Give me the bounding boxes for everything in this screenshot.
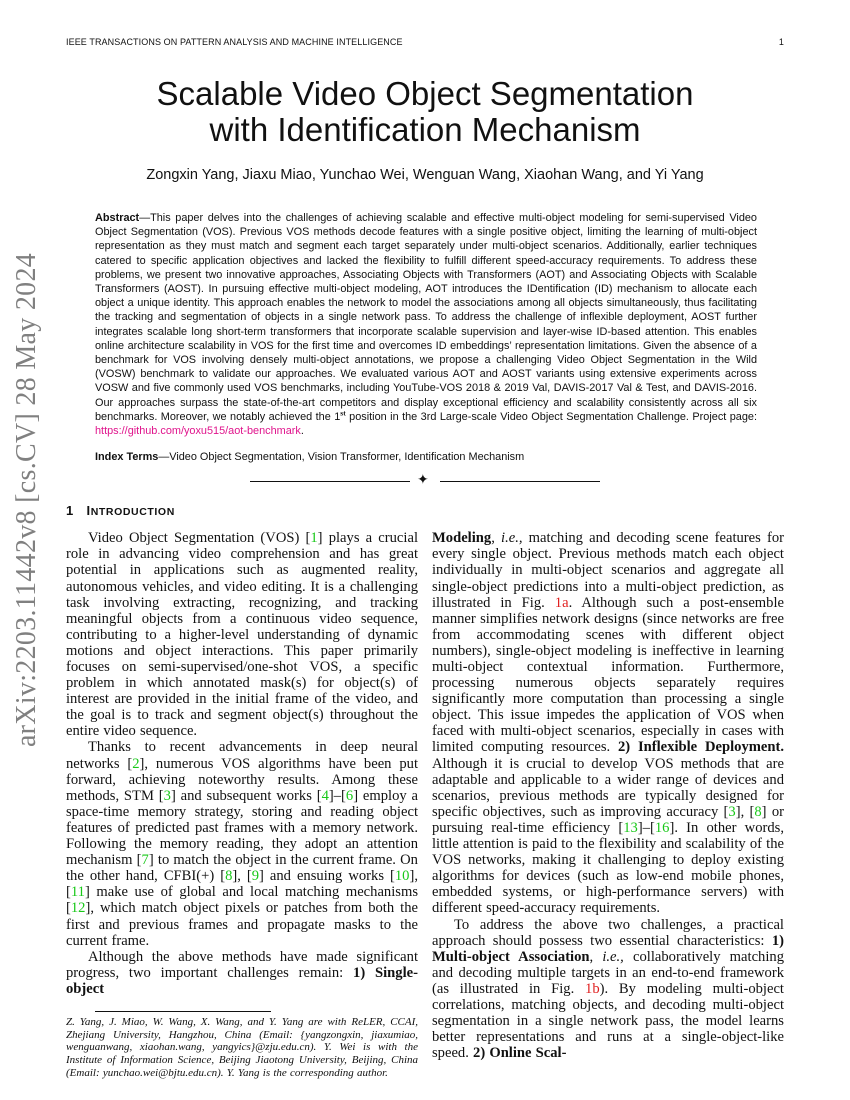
citation-link[interactable]: 8: [225, 868, 233, 885]
text-run: Thanks to recent advancements in deep neural networks [: [66, 739, 418, 772]
paragraph: [66, 739, 418, 948]
citation-link[interactable]: 7: [141, 852, 149, 869]
project-url-link[interactable]: https://github.com/yoxu515/aot-benchmark: [95, 425, 301, 438]
paragraph: [66, 949, 418, 997]
divider-line-right: [440, 481, 600, 482]
divider-line-left: [250, 481, 410, 482]
diamond-icon: ✦: [417, 472, 429, 489]
text-run: collaboratively matching and decoding multiple targets in an end-to-end framework (as illustrated in Fig.: [432, 948, 784, 997]
bold-text: 2) Inflexible Deployment.: [617, 739, 785, 756]
title-line-2: with Identification Mechanism: [209, 111, 641, 148]
paper-title: [0, 76, 850, 148]
section-title-rest: NTRODUCTION: [90, 506, 175, 519]
citation-link[interactable]: 11: [70, 884, 85, 901]
italic-text: i.e.,: [602, 948, 624, 965]
bold-text: Index Terms: [95, 451, 159, 464]
text-run: ], [: [232, 868, 252, 885]
text-run: ]. In other words, little attention is paid to the flexibility and scalability of the VOS networks, making it challenging to deploy existing algorithms for devices (such as low-end mobile phones, embedded systems, or high-performance servers) with different speed-accuracy requirements.: [432, 819, 785, 917]
text-run: ] employ a space-time memory strategy, storing and reading object features of predicted past frames with a memory network. Following the memory reading, they adopt an attention mechanism [: [66, 787, 418, 869]
journal-name: IEEE TRANSACTIONS ON PATTERN ANALYSIS AND MACHINE INTELLIGENCE: [66, 37, 403, 47]
text-run: ], which match object pixels or patches from both the first and previous frames and propagate masks to the current frame.: [66, 900, 418, 949]
text-run: ] and ensuing works [: [259, 868, 395, 885]
text-run: ,: [491, 530, 502, 547]
citation-link[interactable]: 12: [70, 900, 86, 917]
right-column: [432, 530, 784, 1079]
text-run: Although the above methods have made significant progress, two important challenges remain:: [66, 948, 418, 981]
footnote: Z. Yang, J. Miao, W. Wang, X. Wang, and Y. Yang are with ReLER, CCAI, Zhejiang University, Hangzhou, China (Email: {yangzongxin, jiaxumiao, wenguanwang, xiaohan.wang, yangyics}@zju.edu.cn). Y. Wei is with the Institute of Information Science, Beijing Jiaotong University, Beijing, China (Email: yunchao.wei@bjtu.edu.cn). Y. Yang is the corresponding author.: [66, 1015, 418, 1079]
paragraph: [432, 530, 784, 916]
section-title-initial: I: [86, 503, 91, 519]
figure-reference-link[interactable]: 1b: [585, 980, 600, 997]
text-run: —Video Object Segmentation, Vision Transformer, Identification Mechanism: [158, 451, 525, 464]
bold-text: Abstract: [95, 212, 140, 224]
text-run: ], numerous VOS algorithms have been put forward, achieving noteworthy results. Among these methods, STM [: [66, 755, 418, 804]
text-run: . Although such a post-ensemble manner simplifies network designs (since networks are free from accommodating scenes with different object numbers), single-object modeling is ineffective in learning multi-object contextual information. Furthermore, processing numerous objects separately requires significantly more computation than processing a single object. This issue impedes the application of VOS when faced with multi-object scenarios, especially in cases with limited computing resources.: [432, 594, 784, 756]
citation-link[interactable]: 3: [728, 803, 736, 820]
bold-text: 2) Online Scal-: [473, 1045, 567, 1062]
bold-text: Modeling: [432, 530, 492, 547]
superscript: st: [340, 408, 346, 418]
text-run: ]–[: [328, 787, 346, 804]
bold-text: 1) Single-object: [66, 964, 418, 997]
bold-text: 1) Multi-object Association: [432, 932, 784, 965]
footnote-rule: [95, 1011, 271, 1012]
citation-link[interactable]: 2: [132, 755, 140, 772]
text-run: .: [300, 425, 304, 438]
citation-link[interactable]: 10: [394, 868, 410, 885]
section-divider: [250, 474, 600, 488]
page-number: 1: [778, 37, 784, 47]
text-run: ] plays a crucial role in advancing video comprehension and has great potential in applications such as augmented reality, autonomous vehicles, and video editing. It is a challenging task involving extracting, recognizing, and tracking meaningful objects from a continuous video sequence, contributing to a higher-level understanding of dynamic motions and object interactions. This paper primarily focuses on semi-supervised/one-shot VOS, a specific problem in which annotated mask(s) for object(s) of interest are provided in the initial frame of the video, and the goal is to track and segment object(s) throughout the entire video sequence.: [66, 530, 418, 740]
text-run: To address the above two challenges, a practical approach should possess two essential characteristics:: [432, 916, 784, 949]
citation-link[interactable]: 3: [163, 787, 171, 804]
text-run: ], [: [66, 868, 418, 901]
citation-link[interactable]: 6: [345, 787, 354, 804]
text-run: ] or pursuing real-time efficiency [: [432, 803, 784, 836]
citation-link[interactable]: 13: [623, 819, 638, 836]
paragraph: [432, 917, 784, 1062]
section-number: 1: [66, 503, 74, 519]
title-line-1: Scalable Video Object Segmentation: [156, 75, 694, 112]
citation-link[interactable]: 8: [754, 803, 762, 820]
abstract: [95, 211, 757, 438]
text-run: ,: [589, 948, 603, 965]
citation-link[interactable]: 9: [251, 868, 260, 885]
text-run: Video Object Segmentation (VOS) [: [88, 530, 311, 547]
text-run: position in the 3rd Large-scale Video Object Segmentation Challenge. Project page:: [345, 410, 757, 423]
author-list: Zongxin Yang, Jiaxu Miao, Yunchao Wei, Wenguan Wang, Xiaohan Wang, and Yi Yang: [146, 167, 704, 183]
left-column: [66, 530, 418, 1079]
text-run: ]–[: [637, 819, 655, 836]
page-body: [0, 211, 850, 1079]
arxiv-stamp: arXiv:2203.11442v8 [cs.CV] 28 May 2024: [11, 252, 42, 748]
text-run: ], [: [735, 803, 755, 820]
figure-reference-link[interactable]: 1a: [554, 594, 569, 611]
text-run: Although it is crucial to develop VOS methods that are adaptable and applicable to a wider range of devices and scenarios, previous methods are typically designed for specific objectives, such as improving accuracy [: [432, 755, 784, 820]
text-run: —This paper delves into the challenges of achieving scalable and effective multi-object modeling for semi-supervised Video Object Segmentation (VOS). Previous VOS methods decode features with a single positive object, limiting the learning of multi-object representation as they must match and segment each target separately under multi-object scenarios. Additionally, earlier techniques catered to specific application objectives and lacked the flexibility to fulfill different speed-accuracy requirements. To address these problems, we present two innovative approaches, Associating Objects with Transformers (AOT) and Associating Objects with Scalable Transformers (AOST). In pursuing effective multi-object modeling, AOT introduces the IDentification (ID) mechanism to allocate each object a unique identity. This approach enables the network to model the associations among all objects simultaneously, thus facilitating the tracking and segmentation of objects in a single network pass. To address the challenge of inflexible deployment, AOST further integrates scalable long short-term transformers that incorporate scalable supervision and layer-wise ID-based attention. This enables online architecture scalability in VOS for the first time and overcomes ID embeddings’ representation limitations. Given the absence of a benchmark for VOS involving densely multi-object annotations, we propose a challenging Video Object Segmentation in the Wild (VOSW) benchmark to validate our approaches. We evaluated various AOT and AOST variants using extensive experiments across VOSW and five commonly used VOS benchmarks, including YouTube-VOS 2018 & 2019 Val, DAVIS-2017 Val & Test, and DAVIS-2016. Our approaches surpass the state-of-the-art competitors and display exceptional efficiency and scalability consistently across all six benchmarks. Moreover, we notably achieved the 1: [95, 212, 757, 423]
italic-text: i.e.,: [501, 530, 523, 547]
text-run: ] to match the object in the current frame. On the other hand, CFBI(+) [: [66, 852, 418, 885]
text-run: ] and subsequent works [: [170, 787, 322, 804]
index-terms: [95, 450, 757, 464]
running-header: [66, 37, 784, 47]
left-column-text: [66, 530, 418, 997]
citation-link[interactable]: 4: [321, 787, 329, 804]
citation-link[interactable]: 1: [310, 530, 318, 547]
citation-link[interactable]: 16: [654, 819, 670, 836]
two-column-body: [66, 530, 784, 1079]
text-run: ). By modeling multi-object correlations, matching objects, and decoding multi-object segmentation in a single network pass, the model learns better representations and runs at a single-object-like speed.: [432, 980, 784, 1062]
section-heading: [66, 503, 850, 520]
text-run: matching and decoding scene features for every single object. Previous methods match each object individually in multi-object scenarios and aggregate all single-object predictions into a multi-object prediction, as illustrated in Fig.: [432, 530, 785, 611]
text-run: ] make use of global and local matching mechanisms [: [66, 884, 418, 917]
paragraph: [66, 530, 418, 739]
